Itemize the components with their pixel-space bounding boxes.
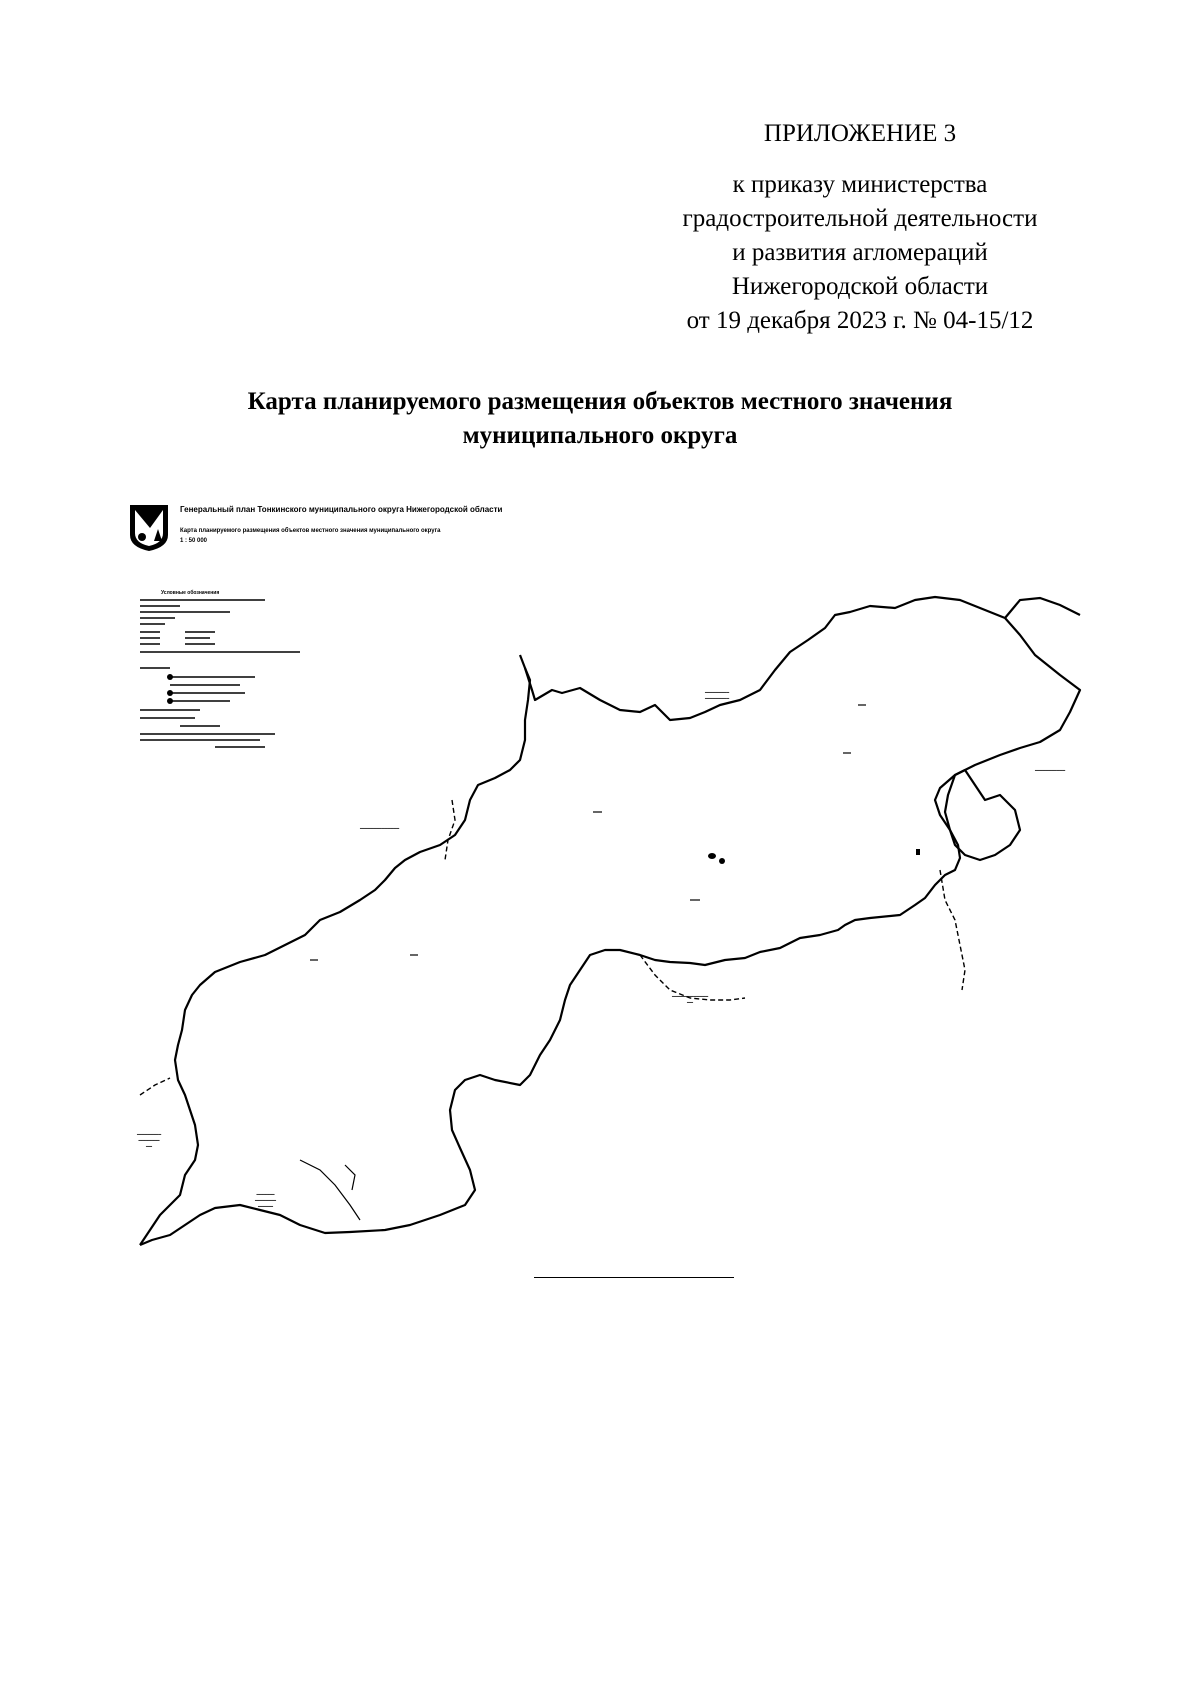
neighbor-label-north: ━━━━━━━━ ━━━━━━━━	[705, 690, 730, 702]
appendix-line-5: от 19 декабря 2023 г. № 04-15/12	[686, 307, 1034, 334]
map-header-title: Генеральный план Тонкинского муниципального округа Нижегородской области	[180, 505, 503, 514]
settlement-marker	[708, 853, 716, 859]
end-rule	[534, 1277, 734, 1278]
neighbor-label-west: ━━━━━━━━━━━━━	[360, 826, 400, 832]
district-boundary	[140, 597, 1080, 1245]
appendix-line-4: Нижегородской области	[731, 273, 989, 300]
neighbor-label-east: ━━━━━━━━━━	[1035, 768, 1066, 774]
appendix-line-2: градостроительной деятельности	[682, 205, 1038, 232]
neighbor-label-southeast: ━━━━━━━━━━━━ ━━	[672, 994, 709, 1006]
settlement-marker	[719, 858, 725, 864]
boundary-dashed-east	[940, 870, 965, 990]
settlement-marker	[916, 849, 920, 855]
boundary-dashed-west	[445, 800, 455, 860]
document-title-line-1: Карта планируемого размещения объектов местного значения	[247, 388, 953, 415]
appendix-line-3: и развития агломераций	[732, 239, 988, 266]
neighbor-label-southwest: ━━━━━━━━ ━━━━━━━ ━━	[137, 1132, 162, 1150]
appendix-line-1: к приказу министерства	[732, 171, 988, 198]
map-scale: 1 : 50 000	[180, 538, 208, 544]
neighbor-label-south: ━━━━━━ ━━━━━━━ ━━━━━	[255, 1192, 277, 1210]
legend-title: Условные обозначения	[161, 590, 220, 596]
map-header-subtitle: Карта планируемого размещения объектов местного значения муниципального округа	[180, 528, 441, 534]
enclave-boundary	[945, 770, 1020, 860]
appendix-title: ПРИЛОЖЕНИЕ 3	[763, 120, 957, 147]
document-title-line-2: муниципального округа	[462, 422, 738, 449]
boundary-dashed-southwest	[140, 1078, 170, 1095]
